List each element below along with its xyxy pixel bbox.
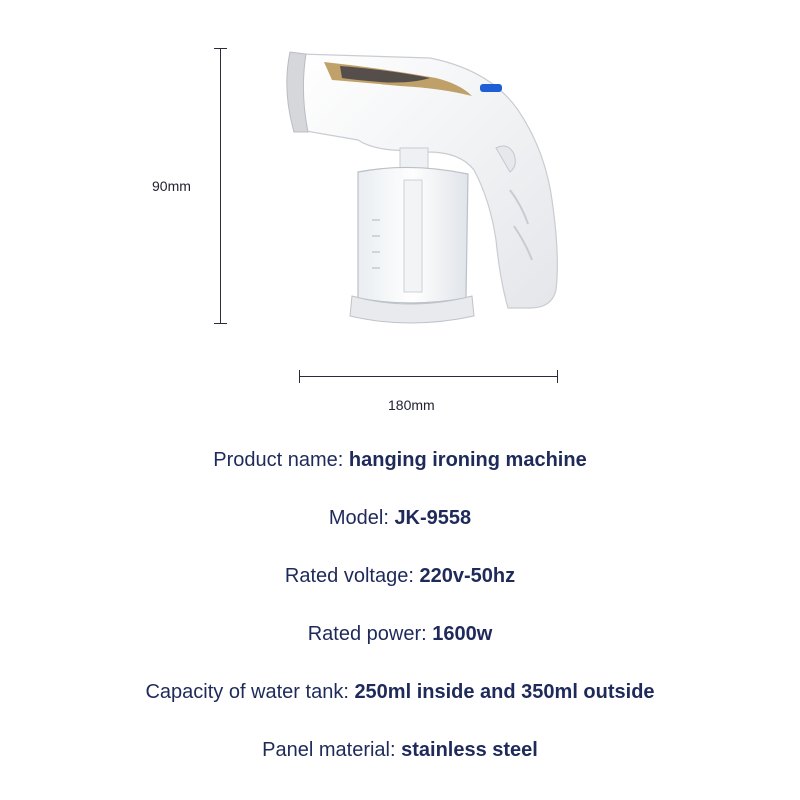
height-dimension-line <box>220 48 221 324</box>
spec-list <box>0 442 800 790</box>
spec-row-panel-material <box>0 732 800 790</box>
spec-row-model <box>0 500 800 558</box>
spec-row-water-tank <box>0 674 800 732</box>
blue-indicator-light <box>480 84 502 92</box>
spec-value: 220v-50hz <box>419 565 516 587</box>
spec-value: 250ml inside and 350ml outside <box>354 681 655 703</box>
spec-label: Rated voltage: <box>284 565 420 587</box>
height-dimension-label: 90mm <box>152 178 191 194</box>
spec-value: stainless steel <box>401 739 538 761</box>
width-dimension-cap-right <box>557 370 558 383</box>
spec-label: Model: <box>328 507 395 529</box>
spec-label: Panel material: <box>262 739 402 761</box>
spec-value: JK-9558 <box>394 507 472 529</box>
spec-label: Product name: <box>213 449 349 471</box>
spec-row-rated-power <box>0 616 800 674</box>
spec-label: Rated power: <box>307 623 433 645</box>
width-dimension-line <box>299 376 558 377</box>
spec-label: Capacity of water tank: <box>145 681 355 703</box>
spec-value: hanging ironing machine <box>348 449 587 471</box>
width-dimension-cap-left <box>299 370 300 383</box>
spec-row-rated-voltage <box>0 558 800 616</box>
garment-steamer-icon <box>260 40 580 330</box>
height-dimension-cap-bottom <box>214 323 227 324</box>
spec-value: 1600w <box>432 623 493 645</box>
tank-inner-tube <box>404 180 422 292</box>
width-dimension-label: 180mm <box>388 397 435 413</box>
spec-row-product-name <box>0 442 800 500</box>
height-dimension-cap-top <box>214 48 227 49</box>
